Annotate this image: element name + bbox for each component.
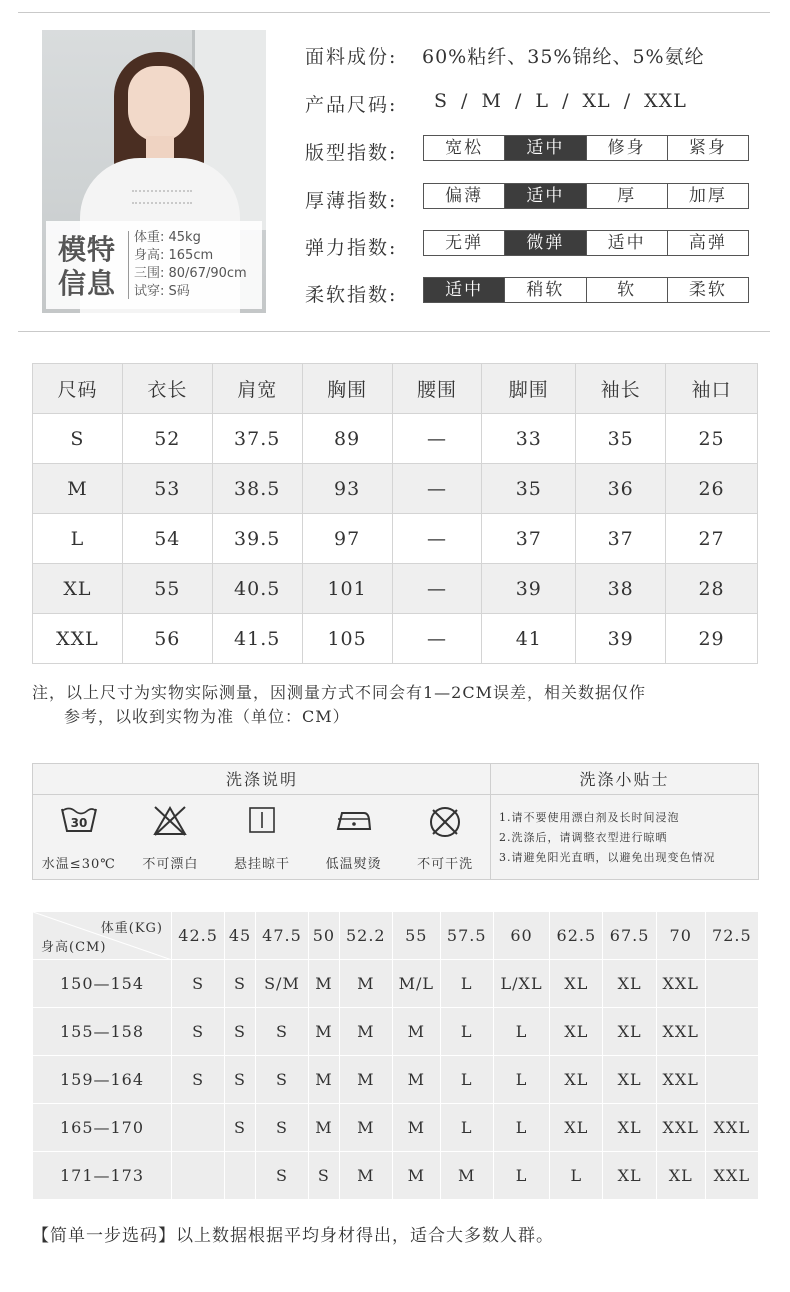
section-divider: [18, 331, 770, 332]
model-measurements: 三围: 80/67/90cm: [134, 266, 247, 281]
size-table-header-cell: 衣长: [122, 364, 212, 414]
size-table-cell: 35: [576, 414, 666, 464]
recommended-size-cell: M: [339, 1104, 392, 1152]
model-info-card: [46, 221, 262, 309]
recommended-size-cell: M: [309, 960, 340, 1008]
recommendation-row: [33, 1152, 759, 1200]
recommendation-row: [33, 1056, 759, 1104]
recommended-size-cell: L: [550, 1152, 603, 1200]
material-value: 60%粘纤、35%锦纶、5%氨纶: [422, 46, 705, 68]
wash-item: [399, 795, 491, 879]
recommended-size-cell: L: [440, 960, 493, 1008]
weight-axis-label: 体重(KG): [100, 921, 163, 936]
size-table-row: [33, 514, 758, 564]
recommended-size-cell: S: [172, 960, 225, 1008]
wash-item: [308, 795, 400, 879]
size-table-cell: XXL: [33, 614, 123, 664]
recommended-size-cell: XL: [550, 960, 603, 1008]
wash-item-label: 低温熨烫: [325, 857, 382, 872]
wash-panel: [32, 763, 759, 880]
size-table-cell: M: [33, 464, 123, 514]
size-table-cell: 37: [482, 514, 576, 564]
top-divider: [18, 12, 770, 13]
index-scale: [423, 135, 749, 161]
weight-header-cell: 70: [656, 912, 705, 960]
index-option: 高弹: [667, 231, 748, 255]
index-option: 稍软: [504, 278, 585, 302]
recommended-size-cell: M: [339, 960, 392, 1008]
recommendation-row: [33, 960, 759, 1008]
wash-tip: 1.请不要使用漂白剂及长时间浸泡: [499, 811, 680, 824]
size-table-header-cell: 胸围: [302, 364, 392, 414]
size-table-cell: —: [392, 514, 482, 564]
index-option: 柔软: [667, 278, 748, 302]
recommendation-row: [33, 1008, 759, 1056]
recommended-size-cell: [172, 1104, 225, 1152]
recommended-size-cell: L: [493, 1056, 549, 1104]
height-range-cell: 159—164: [33, 1056, 172, 1104]
index-label: 版型指数:: [305, 142, 398, 164]
recommended-size-cell: L: [440, 1104, 493, 1152]
model-stats: [134, 229, 247, 301]
size-table-cell: 36: [576, 464, 666, 514]
size-table-cell: 37.5: [212, 414, 302, 464]
size-table-header-cell: 腰围: [392, 364, 482, 414]
wash-item: [33, 795, 125, 879]
wash-item: [125, 795, 217, 879]
size-table-cell: —: [392, 414, 482, 464]
weight-header-cell: 47.5: [255, 912, 308, 960]
recommended-size-cell: [705, 1008, 758, 1056]
size-table-cell: 29: [666, 614, 758, 664]
recommended-size-cell: XL: [603, 1104, 656, 1152]
size-value: S / M / L / XL / XXL: [434, 90, 687, 112]
recommended-size-cell: S: [255, 1152, 308, 1200]
index-option-selected: 微弹: [504, 231, 585, 255]
weight-header-cell: 67.5: [603, 912, 656, 960]
size-table-cell: 39: [576, 614, 666, 664]
size-table-cell: 40.5: [212, 564, 302, 614]
footer-note: 【简单一步选码】以上数据根据平均身材得出，适合大多数人群。: [32, 1226, 554, 1246]
index-scale: [423, 183, 749, 209]
index-option: 加厚: [667, 184, 748, 208]
material-label: 面料成份:: [305, 46, 398, 68]
weight-header-cell: 57.5: [440, 912, 493, 960]
measurement-note: [32, 681, 752, 729]
recommended-size-cell: L: [440, 1056, 493, 1104]
recommended-size-cell: L/XL: [493, 960, 549, 1008]
recommended-size-cell: XL: [603, 960, 656, 1008]
size-table-cell: 105: [302, 614, 392, 664]
size-table-cell: 89: [302, 414, 392, 464]
size-table-cell: 38.5: [212, 464, 302, 514]
wash-tips-list: [499, 808, 716, 868]
recommended-size-cell: M: [392, 1056, 440, 1104]
recommended-size-cell: XXL: [656, 1056, 705, 1104]
recommended-size-cell: S: [172, 1056, 225, 1104]
wash-tips-title: 洗涤小贴士: [491, 764, 758, 795]
recommended-size-cell: S: [255, 1008, 308, 1056]
size-table-cell: 52: [122, 414, 212, 464]
size-table-cell: 101: [302, 564, 392, 614]
recommended-size-cell: S: [225, 1008, 256, 1056]
weight-header-cell: 55: [392, 912, 440, 960]
recommended-size-cell: S: [309, 1152, 340, 1200]
wash-item-label: 悬挂晾干: [233, 857, 290, 872]
size-table-cell: 35: [482, 464, 576, 514]
recommended-size-cell: L: [440, 1008, 493, 1056]
size-table-cell: 56: [122, 614, 212, 664]
size-table-header-cell: 袖口: [666, 364, 758, 414]
recommendation-corner-cell: [33, 912, 172, 960]
recommendation-header-row: [33, 912, 759, 960]
index-option: 紧身: [667, 136, 748, 160]
recommended-size-cell: S: [225, 1056, 256, 1104]
note-line-2: 参考，以收到实物为准（单位：CM）: [64, 707, 350, 726]
index-option: 偏薄: [445, 186, 484, 206]
recommended-size-cell: XL: [603, 1152, 656, 1200]
size-table-row: [33, 414, 758, 464]
recommended-size-cell: S: [172, 1008, 225, 1056]
size-table-header-cell: 袖长: [576, 364, 666, 414]
recommended-size-cell: M/L: [392, 960, 440, 1008]
recommended-size-cell: M: [440, 1152, 493, 1200]
wash-item: [216, 795, 308, 879]
index-option-selected: 适中: [424, 278, 504, 302]
recommended-size-cell: XL: [550, 1104, 603, 1152]
size-table-cell: 26: [666, 464, 758, 514]
size-table-cell: 25: [666, 414, 758, 464]
index-option: 无弹: [445, 233, 484, 253]
recommended-size-cell: XL: [603, 1056, 656, 1104]
weight-header-cell: 62.5: [550, 912, 603, 960]
size-table: [32, 363, 758, 664]
size-table-header: [33, 364, 758, 414]
size-table-header-cell: 肩宽: [212, 364, 302, 414]
recommended-size-cell: M: [309, 1104, 340, 1152]
model-tried-size: 试穿: S码: [134, 284, 190, 299]
recommended-size-cell: S/M: [255, 960, 308, 1008]
wash-tips: [491, 764, 758, 879]
height-range-cell: 150—154: [33, 960, 172, 1008]
note-line-1: 注，以上尺寸为实物实际测量，因测量方式不同会有1—2CM误差，相关数据仅作: [32, 683, 646, 702]
recommended-size-cell: M: [339, 1056, 392, 1104]
wash-instructions: [33, 764, 491, 879]
recommended-size-cell: M: [309, 1056, 340, 1104]
size-table-cell: 55: [122, 564, 212, 614]
recommended-size-cell: XL: [603, 1008, 656, 1056]
size-table-cell: 97: [302, 514, 392, 564]
model-height: 身高: 165cm: [134, 248, 214, 263]
height-range-cell: 155—158: [33, 1008, 172, 1056]
size-table-cell: 28: [666, 564, 758, 614]
weight-header-cell: 72.5: [705, 912, 758, 960]
recommended-size-cell: XXL: [656, 1008, 705, 1056]
index-scale: [423, 277, 749, 303]
size-table-cell: 41.5: [212, 614, 302, 664]
size-label: 产品尺码:: [305, 94, 398, 116]
wash-icon-row: [33, 795, 491, 879]
index-label: 柔软指数:: [305, 284, 398, 306]
recommended-size-cell: XXL: [656, 1104, 705, 1152]
size-table-cell: 39.5: [212, 514, 302, 564]
recommended-size-cell: XXL: [705, 1152, 758, 1200]
weight-header-cell: 60: [493, 912, 549, 960]
index-option-selected: 适中: [504, 136, 585, 160]
recommended-size-cell: XL: [550, 1056, 603, 1104]
recommended-size-cell: M: [339, 1008, 392, 1056]
size-table-cell: —: [392, 614, 482, 664]
size-table-row: [33, 464, 758, 514]
size-table-cell: 27: [666, 514, 758, 564]
index-scale: [423, 230, 749, 256]
recommendation-row: [33, 1104, 759, 1152]
wash-tip: 2.洗涤后，请调整衣型进行晾晒: [499, 831, 668, 844]
recommended-size-cell: XXL: [656, 960, 705, 1008]
size-table-row: [33, 564, 758, 614]
size-table-cell: 41: [482, 614, 576, 664]
index-option-selected: 适中: [504, 184, 585, 208]
model-info-title: 模特信息: [58, 233, 117, 300]
weight-header-cell: 42.5: [172, 912, 225, 960]
weight-header-cell: 50: [309, 912, 340, 960]
index-option: 宽松: [445, 138, 484, 158]
size-table-cell: 39: [482, 564, 576, 614]
recommended-size-cell: [172, 1152, 225, 1200]
index-option: 适中: [586, 231, 667, 255]
recommended-size-cell: [705, 1056, 758, 1104]
height-range-cell: 165—170: [33, 1104, 172, 1152]
recommended-size-cell: M: [339, 1152, 392, 1200]
size-table-cell: 93: [302, 464, 392, 514]
recommended-size-cell: XXL: [705, 1104, 758, 1152]
recommended-size-cell: L: [493, 1008, 549, 1056]
height-axis-label: 身高(CM): [41, 940, 107, 955]
wash-item-label: 不可干洗: [417, 857, 474, 872]
size-table-cell: L: [33, 514, 123, 564]
recommended-size-cell: M: [309, 1008, 340, 1056]
model-info-separator: [128, 231, 129, 299]
model-weight: 体重: 45kg: [134, 230, 201, 245]
height-range-cell: 171—173: [33, 1152, 172, 1200]
index-label: 厚薄指数:: [305, 190, 398, 212]
recommended-size-cell: [225, 1152, 256, 1200]
size-table-header-cell: 脚围: [482, 364, 576, 414]
wash-item-label: 不可漂白: [142, 857, 199, 872]
size-recommendation-table: [32, 911, 759, 1200]
wash-tip: 3.请避免阳光直晒，以避免出现变色情况: [499, 851, 716, 864]
recommended-size-cell: M: [392, 1008, 440, 1056]
size-table-cell: —: [392, 464, 482, 514]
wash-temp-text: 30: [70, 816, 88, 830]
size-table-cell: 33: [482, 414, 576, 464]
wash-item-label: 水温≤30℃: [41, 857, 116, 872]
recommended-size-cell: S: [225, 960, 256, 1008]
index-label: 弹力指数:: [305, 237, 398, 259]
size-table-cell: S: [33, 414, 123, 464]
recommended-size-cell: M: [392, 1104, 440, 1152]
weight-header-cell: 52.2: [339, 912, 392, 960]
recommended-size-cell: S: [225, 1104, 256, 1152]
recommended-size-cell: [705, 960, 758, 1008]
recommended-size-cell: M: [392, 1152, 440, 1200]
recommended-size-cell: XL: [656, 1152, 705, 1200]
index-option: 厚: [586, 184, 667, 208]
size-table-row: [33, 614, 758, 664]
size-table-cell: XL: [33, 564, 123, 614]
size-table-cell: 53: [122, 464, 212, 514]
recommended-size-cell: L: [493, 1104, 549, 1152]
index-option: 修身: [586, 136, 667, 160]
size-table-cell: 38: [576, 564, 666, 614]
size-table-cell: —: [392, 564, 482, 614]
recommended-size-cell: L: [493, 1152, 549, 1200]
size-table-header-cell: 尺码: [33, 364, 123, 414]
recommended-size-cell: XL: [550, 1008, 603, 1056]
index-option: 软: [586, 278, 667, 302]
recommended-size-cell: S: [255, 1056, 308, 1104]
weight-header-cell: 45: [225, 912, 256, 960]
wash-title: 洗涤说明: [33, 764, 491, 795]
recommended-size-cell: S: [255, 1104, 308, 1152]
size-table-cell: 37: [576, 514, 666, 564]
size-table-cell: 54: [122, 514, 212, 564]
